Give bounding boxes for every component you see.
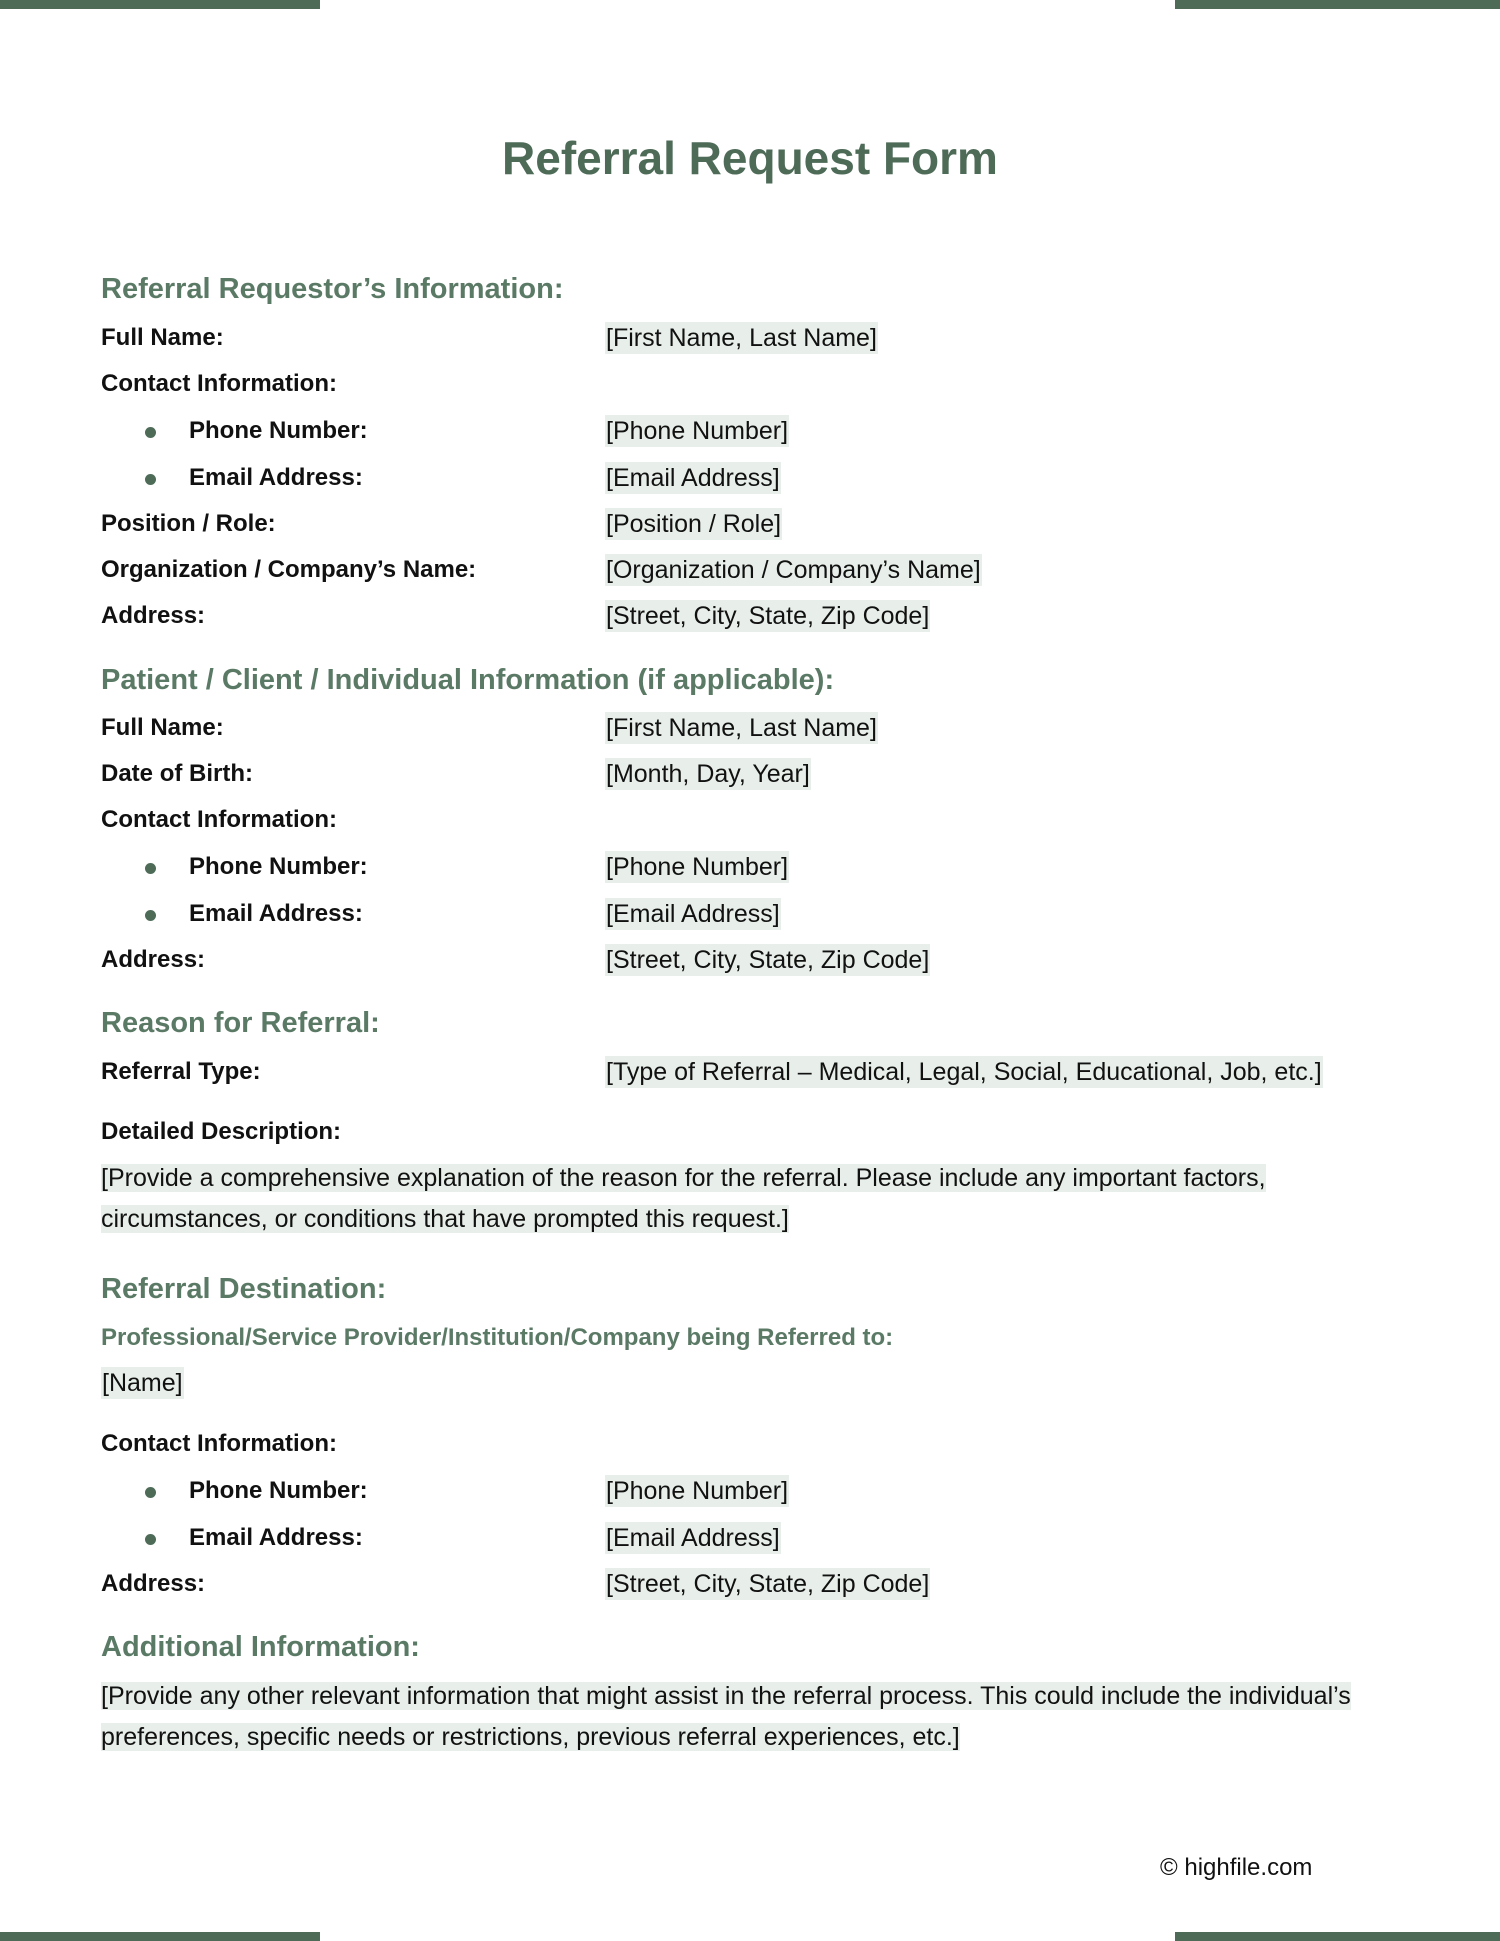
destination-email-field[interactable]: [Email Address] [606, 1524, 780, 1552]
bullet-icon [145, 1487, 156, 1498]
patient-address-field[interactable]: [Street, City, State, Zip Code] [606, 946, 930, 974]
copyright-footer: © highfile.com [1160, 1854, 1313, 1881]
patient-address-label: Address: [101, 946, 206, 973]
requestor-heading: Referral Requestor’s Information: [101, 273, 564, 305]
patient-dob-field[interactable]: [Month, Day, Year] [606, 760, 810, 788]
requestor-contact-label: Contact Information: [101, 370, 337, 397]
destination-heading: Referral Destination: [101, 1273, 387, 1305]
requestor-org-label: Organization / Company’s Name: [101, 556, 477, 583]
patient-phone-field[interactable]: [Phone Number] [606, 853, 789, 881]
destination-contact-label: Contact Information: [101, 1430, 337, 1457]
requestor-phone-field[interactable]: [Phone Number] [606, 417, 789, 445]
patient-full-name-label: Full Name: [101, 714, 224, 741]
bottom-right-accent-bar [1175, 1932, 1500, 1941]
requestor-address-label: Address: [101, 602, 206, 629]
page-title: Referral Request Form [502, 132, 998, 184]
patient-email-field[interactable]: [Email Address] [606, 900, 780, 928]
additional-heading: Additional Information: [101, 1631, 420, 1663]
bullet-icon [145, 474, 156, 485]
destination-address-label: Address: [101, 1570, 206, 1597]
reason-heading: Reason for Referral: [101, 1007, 380, 1039]
requestor-phone-label: Phone Number: [189, 417, 368, 444]
requestor-position-label: Position / Role: [101, 510, 276, 537]
referral-type-label: Referral Type: [101, 1058, 261, 1085]
description-label: Detailed Description: [101, 1118, 342, 1145]
patient-email-label: Email Address: [189, 900, 363, 927]
patient-heading: Patient / Client / Individual Information (if applicable): [101, 664, 835, 696]
patient-full-name-field[interactable]: [First Name, Last Name] [606, 714, 877, 742]
destination-phone-label: Phone Number: [189, 1477, 368, 1504]
bullet-icon [145, 910, 156, 921]
requestor-email-field[interactable]: [Email Address] [606, 464, 780, 492]
requestor-email-label: Email Address: [189, 464, 363, 491]
destination-address-field[interactable]: [Street, City, State, Zip Code] [606, 1570, 930, 1598]
requestor-position-field[interactable]: [Position / Role] [606, 510, 782, 538]
requestor-org-field[interactable]: [Organization / Company’s Name] [606, 556, 981, 584]
patient-contact-label: Contact Information: [101, 806, 337, 833]
top-right-accent-bar [1175, 0, 1500, 9]
provider-name-field[interactable]: [Name] [102, 1369, 183, 1397]
additional-text: [Provide any other relevant information that might assist in the referral process. This could include the individual’s preferences, specific needs or restrictions, previous referral experiences, etc.] [101, 1682, 1351, 1751]
patient-phone-label: Phone Number: [189, 853, 368, 880]
bottom-left-accent-bar [0, 1932, 320, 1941]
destination-email-label: Email Address: [189, 1524, 363, 1551]
destination-phone-field[interactable]: [Phone Number] [606, 1477, 789, 1505]
bullet-icon [145, 427, 156, 438]
patient-dob-label: Date of Birth: [101, 760, 253, 787]
provider-label: Professional/Service Provider/Institution/Company being Referred to: [101, 1324, 894, 1351]
additional-field[interactable] [101, 1676, 1421, 1758]
description-text: [Provide a comprehensive explanation of the reason for the referral. Please include any important factors, circumstances, or conditions that have prompted this request.] [101, 1164, 1266, 1233]
requestor-address-field[interactable]: [Street, City, State, Zip Code] [606, 602, 930, 630]
referral-type-field[interactable]: [Type of Referral – Medical, Legal, Social, Educational, Job, etc.] [606, 1058, 1322, 1086]
description-field[interactable] [101, 1158, 1421, 1240]
requestor-full-name-field[interactable]: [First Name, Last Name] [606, 324, 877, 352]
bullet-icon [145, 1534, 156, 1545]
bullet-icon [145, 863, 156, 874]
top-left-accent-bar [0, 0, 320, 9]
requestor-full-name-label: Full Name: [101, 324, 224, 351]
